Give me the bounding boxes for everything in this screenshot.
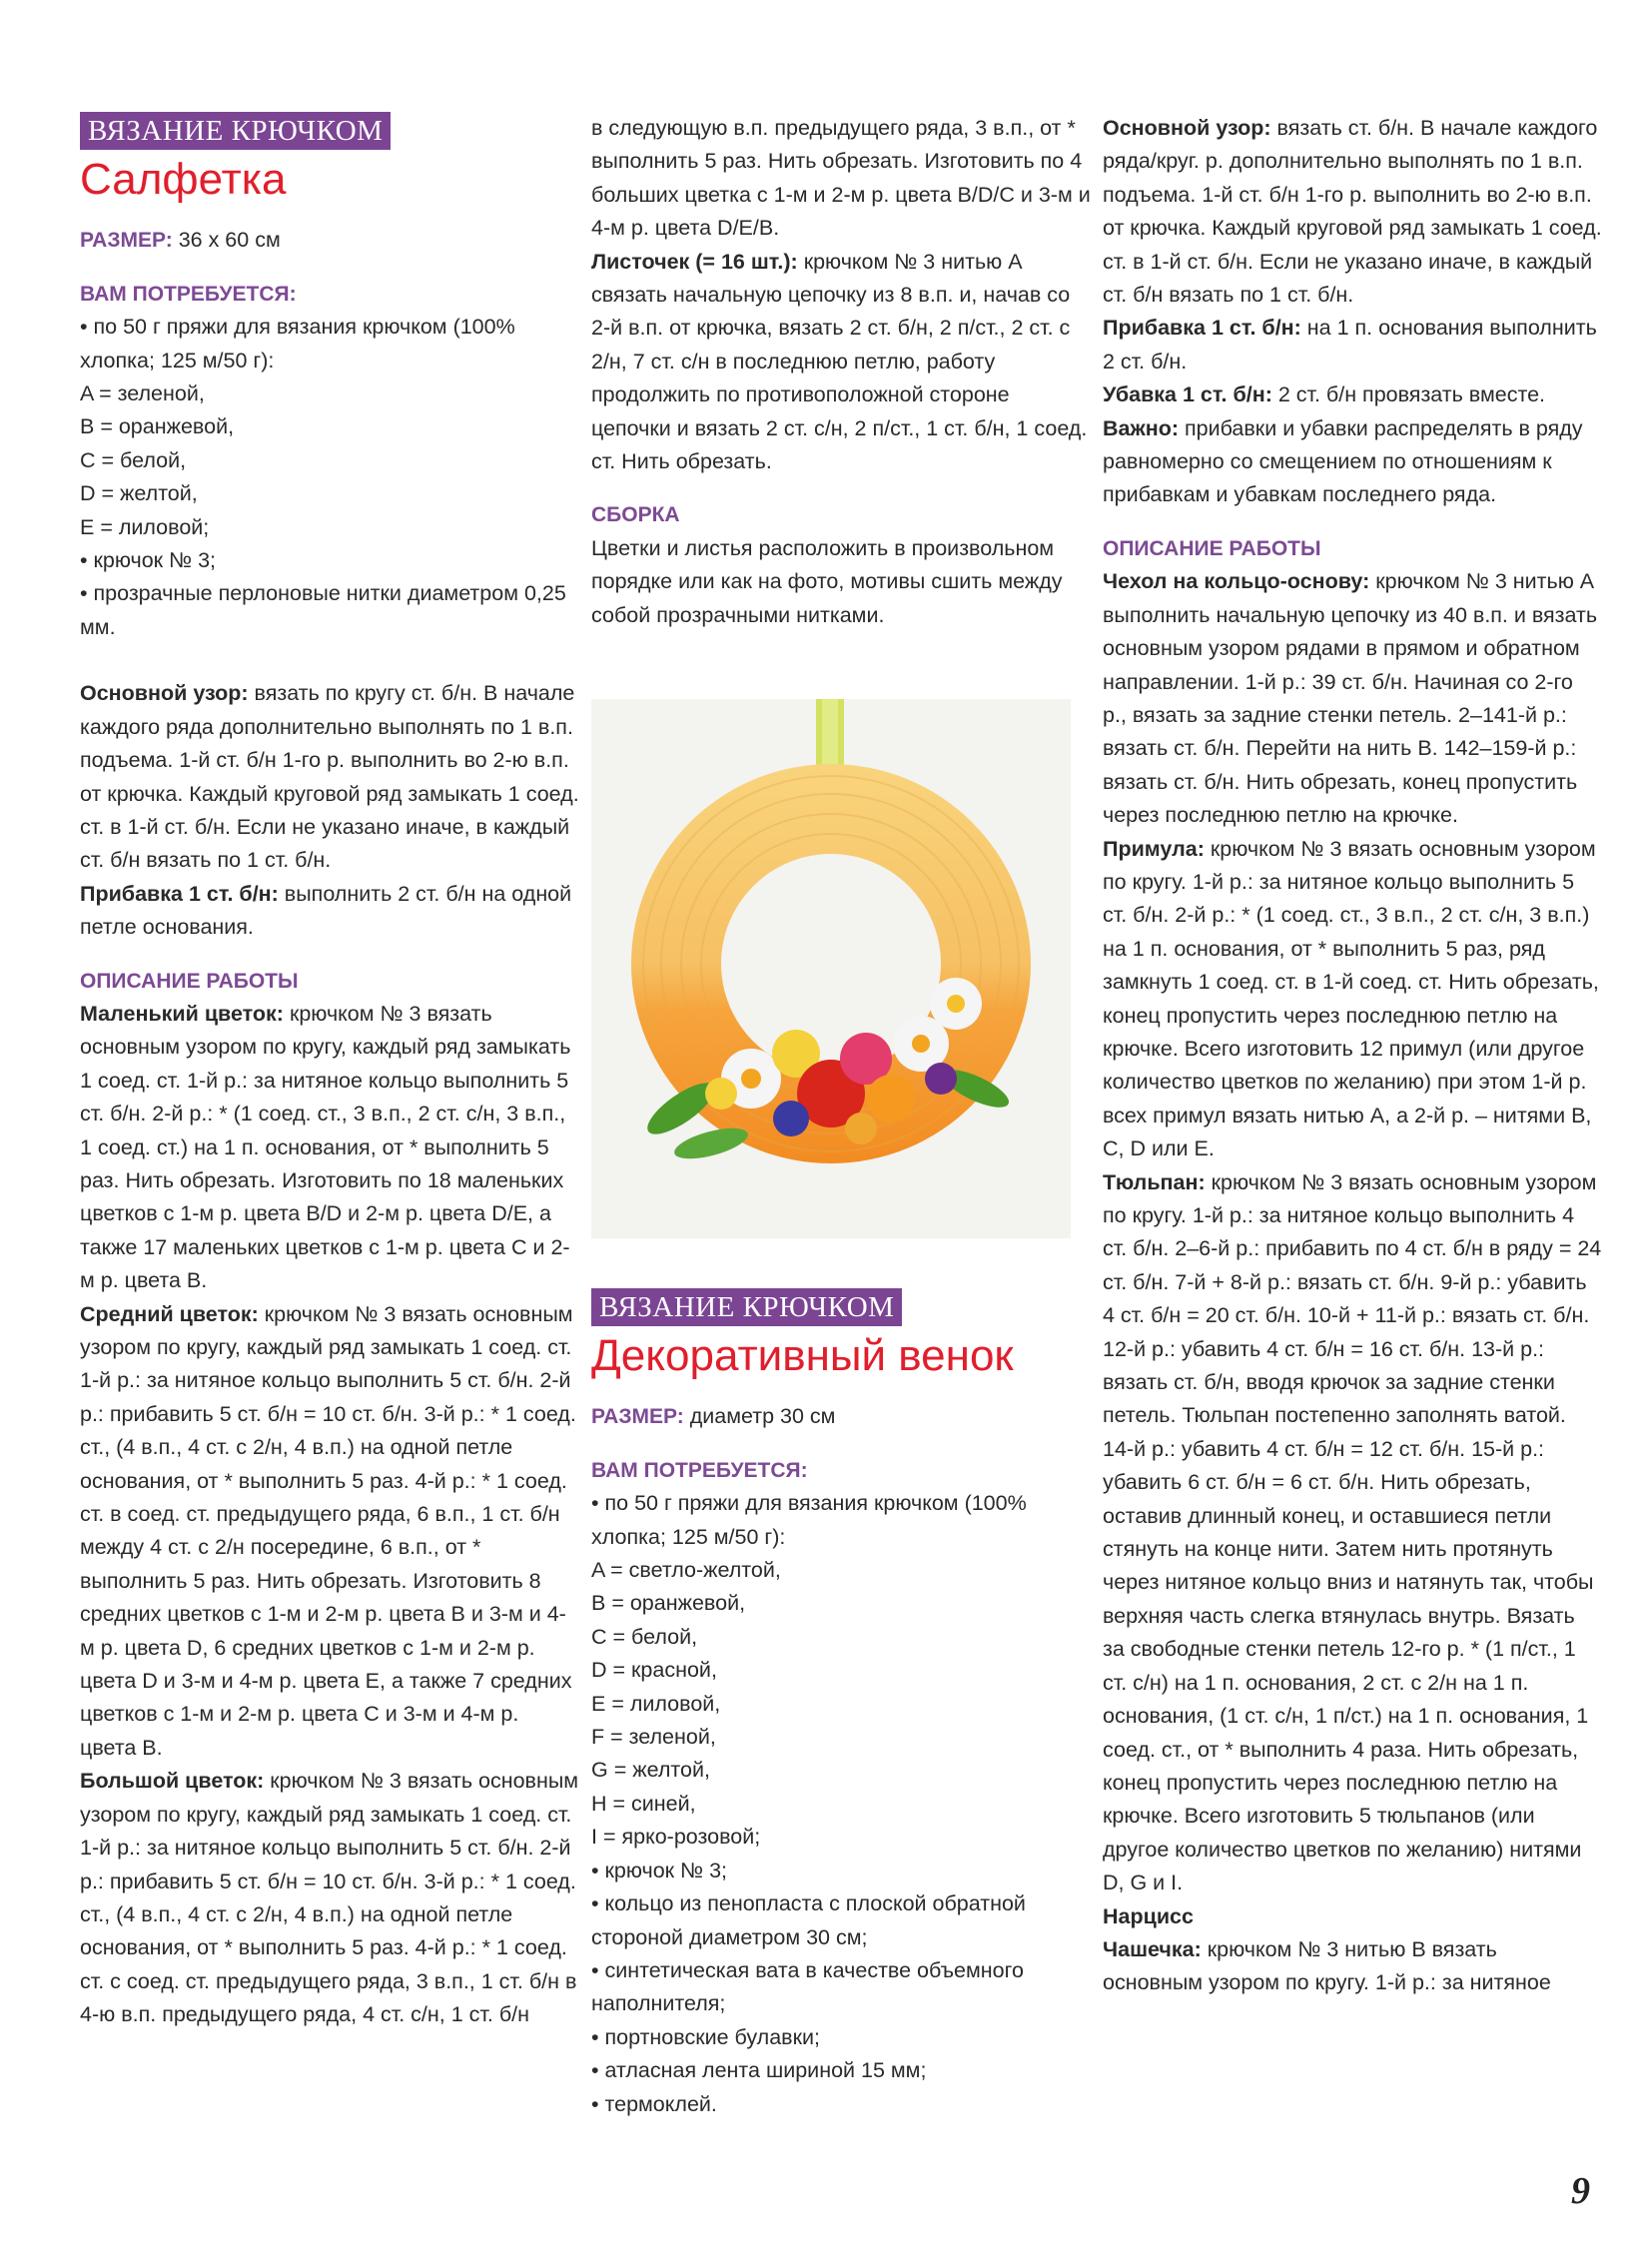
big-flower-continued: в следующую в.п. предыдущего ряда, 3 в.п., от * выполнить 5 раз. Нить обрезать. Изготовить по 4 больших цветка с 1-м и 2-м р. цвета B/D/C и 3-м и 4-м р. цвета D/E/B. xyxy=(591,116,1091,241)
material-item: E = лиловой; xyxy=(80,514,210,539)
assembly-text: Цветки и листья расположить в произвольном порядке или как на фото, мотивы сшить между собой прозрачными нитками. xyxy=(591,535,1063,627)
material-item: E = лиловой, xyxy=(591,1691,721,1716)
needs-heading: ВАМ ПОТРЕБУЕТСЯ: xyxy=(591,1458,808,1482)
ring-cover-label: Чехол на кольцо-основу: xyxy=(1103,569,1370,594)
size-value: 36 х 60 см xyxy=(172,228,281,253)
page-number: 9 xyxy=(1571,2170,1590,2212)
important-note: Важно: прибавки и убавки распределять в ряду равномерно со смещением по отношениям к прибавкам и убавкам последнего ряда. xyxy=(1103,415,1583,507)
material-item: F = зеленой, xyxy=(591,1725,716,1750)
material-item: H = синей, xyxy=(591,1791,696,1816)
material-item: • прозрачные перлоновые нитки диаметром 0,25 мм. xyxy=(80,581,566,639)
material-item: G = желтой, xyxy=(591,1758,710,1783)
material-item: D = красной, xyxy=(591,1658,717,1683)
work-heading: ОПИСАНИЕ РАБОТЫ xyxy=(80,969,299,993)
decrease-note: Убавка 1 ст. б/н: 2 ст. б/н провязать вместе. xyxy=(1103,382,1546,407)
needs-heading: ВАМ ПОТРЕБУЕТСЯ: xyxy=(80,282,297,306)
leaf-label: Листочек (= 16 шт.): xyxy=(591,249,798,274)
increase-note: Прибавка 1 ст. б/н: выполнить 2 ст. б/н на одной петле основания. xyxy=(80,881,572,940)
material-item: • по 50 г пряжи для вязания крючком (100% хлопка; 125 м/50 г): xyxy=(80,315,515,373)
material-item: • крючок № 3; xyxy=(591,1858,728,1882)
tulip: Тюльпан: крючком № 3 вязать основным узором по кругу. 1-й р.: за нитяное кольцо выполнить 4 ст. б/н. 2–6-й р.: прибавить по 4 ст. б/н в ряду = 24 ст. б/н. 7-й + 8-й р.: вязать ст. б/н. 9-й р.: убавить 4 ст. б/н = 20 ст. б/н. 10-й + 11-й р.: вязать ст. б/н. 12-й р.: убавить 4 ст. б/н = 16 ст. б/н. 13-й р.: вязать ст. б/н, вводя крючок за задние стенки петель. Тюльпан постепенно заполнять ватой. 14-й р.: убавить 4 ст. б/н = 12 ст. б/н. 15-й р.: убавить 6 ст. б/н = 6 ст. б/н. Нить обрезать, оставив длинный конец, и оставшиеся петли стянуть на конце нити. Затем нить протянуть через нитяное кольцо вниз и натянуть так, чтобы верхняя часть слегка втянулась внутрь. Вязать за свободные стенки петель 12-го р. * (1 п/ст., 1 ст. с/н) на 1 п. основания, 2 ст. с 2/н на 1 п. основания, (1 ст. с/н, 1 п/ст.) на 1 п. основания, 1 соед. ст., от * выполнить 4 раза. Нить обрезать, конец пропустить через последнюю петлю на крючке. Всего изготовить 5 тюльпанов (или другое количество цветков по желанию) нитями D, G и I. xyxy=(1103,1169,1602,1895)
assembly-heading: СБОРКА xyxy=(591,503,680,527)
big-flower: Большой цветок: крючком № 3 вязать основным узором по кругу, каждый ряд замыкать 1 соед. ст. 1-й р.: за нитяное кольцо выполнить 5 ст. б/н. 2-й р.: прибавить 5 ст. б/н = 10 ст. б/н. 3-й р.: * 1 соед. ст., (4 в.п., 4 ст. с 2/н, 4 в.п.) на одной петле основания, от * выполнить 5 раз. 4-й р.: * 1 соед. ст. с соед. ст. предыдущего ряда, 3 в.п., 1 ст. б/н в 4-ю в.п. предыдущего ряда, 4 ст. с/н, 1 ст. б/н xyxy=(80,1769,579,2027)
size-label: РАЗМЕР: xyxy=(591,1405,684,1429)
increase-label: Прибавка 1 ст. б/н: xyxy=(1103,316,1301,341)
tulip-label: Тюльпан: xyxy=(1103,1169,1206,1194)
big-flower-label: Большой цветок: xyxy=(80,1769,265,1794)
primrose-label: Примула: xyxy=(1103,836,1205,861)
material-item: C = белой, xyxy=(80,447,187,472)
important-label: Важно: xyxy=(1103,415,1180,440)
basic-pattern-label: Основной узор: xyxy=(1103,116,1271,140)
material-item: A = зеленой, xyxy=(80,381,205,406)
leaf: Листочек (= 16 шт.): крючком № 3 нитью A связать начальную цепочку из 8 в.п. и, начав со 2-й в.п. от крючка, вязать 2 ст. б/н, 2 п/ст., 2 ст. с 2/н, 7 ст. с/н в последнюю петлю, работу продолжить по противоположной стороне цепочки и вязать 2 ст. с/н, 2 п/ст., 1 ст. б/н, 1 соед. ст. Нить обрезать. xyxy=(591,249,1088,474)
left-column xyxy=(80,112,579,2032)
right-column xyxy=(1103,112,1602,2000)
middle-column-bottom xyxy=(591,1288,1091,2121)
material-item: B = оранжевой, xyxy=(591,1591,746,1616)
wreath-illustration xyxy=(591,699,1071,1238)
narcissus-label: Нарцисс xyxy=(1103,1903,1194,1928)
ring-cover: Чехол на кольцо-основу: крючком № 3 нитью A выполнить начальную цепочку из 40 в.п. и вязать основным узором рядами в прямом и обратном направлении. 1-й р.: 39 ст. б/н. Начиная со 2-го р., вязать за задние стенки петель. 2–141-й р.: вязать ст. б/н. Перейти на нить B. 142–159-й р.: вязать ст. б/н. Нить обрезать, конец пропустить через последнюю петлю на крючке. xyxy=(1103,569,1598,828)
basic-pattern: Основной узор: вязать ст. б/н. В начале каждого ряда/круг. р. дополнительно выполнять по 1 в.п. подъема. 1-й ст. б/н 1-го р. выполнить во 2-ю в.п. от крючка. Каждый круговой ряд замыкать 1 соед. ст. в 1-й ст. б/н. Если не указано иначе, в каждый ст. б/н вязать по 1 ст. б/н. xyxy=(1103,116,1602,308)
material-item: • синтетическая вата в качестве объемного наполнителя; xyxy=(591,1957,1024,2016)
article-title: Декоративный венок xyxy=(591,1331,1014,1381)
basic-pattern: Основной узор: вязать по кругу ст. б/н. В начале каждого ряда дополнительно выполнять по 1 в.п. подъема. 1-й ст. б/н 1-го р. выполнить во 2-ю в.п. от крючка. Каждый круговой ряд замыкать 1 соед. ст. в 1-й ст. б/н. Если не указано иначе, в каждый ст. б/н вязать по 1 ст. б/н. xyxy=(80,681,579,873)
material-item: I = ярко-розовой; xyxy=(591,1825,761,1850)
increase-note: Прибавка 1 ст. б/н: на 1 п. основания выполнить 2 ст. б/н. xyxy=(1103,316,1597,374)
section-tag: ВЯЗАНИЕ КРЮЧКОМ xyxy=(591,1288,902,1326)
basic-pattern-label: Основной узор: xyxy=(80,681,249,706)
middle-column-top xyxy=(591,112,1091,632)
material-item: D = желтой, xyxy=(80,481,198,506)
cup-label: Чашечка: xyxy=(1103,1936,1202,1961)
work-heading: ОПИСАНИЕ РАБОТЫ xyxy=(1103,536,1321,560)
material-item: A = светло-желтой, xyxy=(591,1558,781,1583)
primrose: Примула: крючком № 3 вязать основным узором по кругу. 1-й р.: за нитяное кольцо выполнить 5 ст. б/н. 2-й р.: * (1 соед. ст., 3 в.п., 2 ст. с/н, 3 в.п.) на 1 п. основания, от * выполнить 5 раз, ряд замкнуть 1 соед. ст. в 1-й соед. ст. Нить обрезать, конец пропустить через последнюю петлю на крючке. Всего изготовить 12 примул (или другое количество цветков по желанию) при этом 1-й р. всех примул вязать нитью A, а 2-й р. – нитями B, C, D или E. xyxy=(1103,836,1599,1161)
material-item: • портновские булавки; xyxy=(591,2024,820,2049)
material-item: • атласная лента шириной 15 мм; xyxy=(591,2058,927,2083)
cup: Чашечка: крючком № 3 нитью B вязать основным узором по кругу. 1-й р.: за нитяное xyxy=(1103,1936,1551,1995)
increase-label: Прибавка 1 ст. б/н: xyxy=(80,881,279,906)
material-item: • по 50 г пряжи для вязания крючком (100% хлопка; 125 м/50 г): xyxy=(591,1491,1027,1549)
material-item: • кольцо из пенопласта с плоской обратной стороной диаметром 30 см; xyxy=(591,1891,1026,1949)
small-flower-label: Маленький цветок: xyxy=(80,1001,284,1026)
material-item: • крючок № 3; xyxy=(80,548,217,573)
medium-flower-label: Средний цветок: xyxy=(80,1301,259,1326)
size-label: РАЗМЕР: xyxy=(80,229,173,253)
medium-flower: Средний цветок: крючком № 3 вязать основным узором по кругу, каждый ряд замыкать 1 соед. ст. 1-й р.: за нитяное кольцо выполнить 5 ст. б/н. 2-й р.: прибавить 5 ст. б/н = 10 ст. б/н. 3-й р.: * 1 соед. ст., (4 в.п., 4 ст. с 2/н, 4 в.п.) на одной петле основания, от * выполнить 5 раз. 4-й р.: * 1 соед. ст. в соед. ст. предыдущего ряда, 6 в.п., 1 ст. б/н между 4 ст. с 2/н посередине, 6 в.п., от * выполнить 5 раз. Нить обрезать. Изготовить 8 средних цветков с 1-м и 2-м р. цвета B и 3-м и 4-м р. цвета D, 6 средних цветков с 1-м и 2-м р. цвета D и 3-м и 4-м р. цвета E, а также 7 средних цветков с 1-м и 2-м р. цвета C и 3-м и 4-м р. цвета B. xyxy=(80,1301,576,1760)
material-item: C = белой, xyxy=(591,1624,698,1649)
material-item: • термоклей. xyxy=(591,2091,717,2116)
small-flower: Маленький цветок: крючком № 3 вязать основным узором по кругу, каждый ряд замыкать 1 соед. ст. 1-й р.: за нитяное кольцо выполнить 5 ст. б/н. 2-й р.: * (1 соед. ст., 3 в.п., 2 ст. с/н, 3 в.п., 1 соед. ст.) на 1 п. основания, от * выполнить 5 раз. Нить обрезать. Изготовить по 18 маленьких цветков с 1-м р. цвета B/D и 2-м р. цвета D/E, а также 17 маленьких цветков с 1-м р. цвета C и 2-м р. цвета B. xyxy=(80,1001,571,1293)
size-value: диаметр 30 см xyxy=(683,1404,836,1429)
material-item: B = оранжевой, xyxy=(80,414,235,439)
wreath-photo xyxy=(591,699,1071,1238)
decrease-label: Убавка 1 ст. б/н: xyxy=(1103,382,1272,407)
section-tag: ВЯЗАНИЕ КРЮЧКОМ xyxy=(80,112,391,150)
article-title: Салфетка xyxy=(80,155,287,205)
